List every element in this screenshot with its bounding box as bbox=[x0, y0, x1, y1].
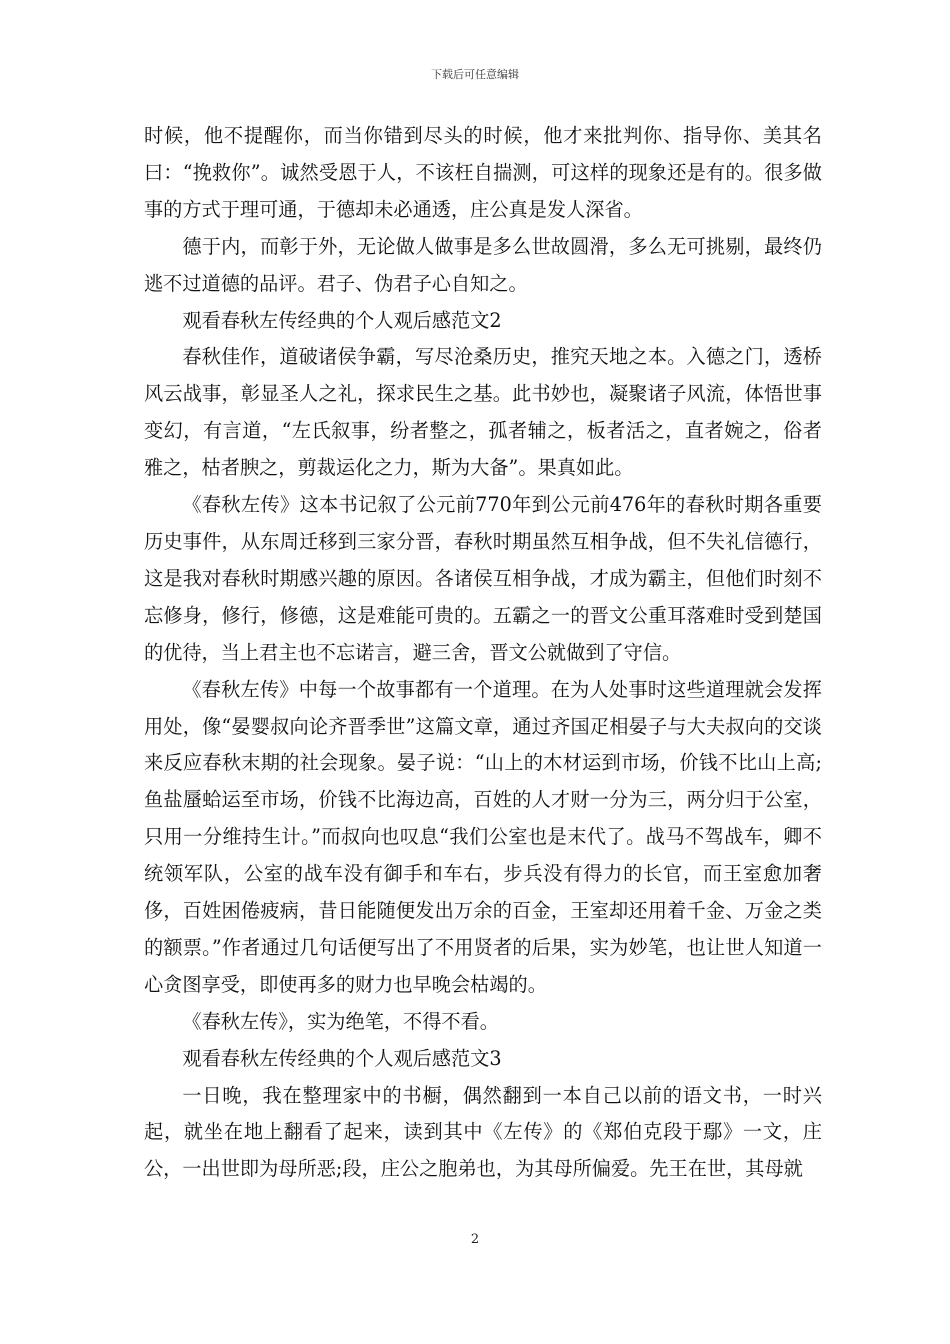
page-header: 下载后可任意编辑 bbox=[431, 68, 519, 81]
paragraph: 一日晚，我在整理家中的书橱，偶然翻到一本自己以前的语文书，一时兴起，就坐在地上翻看了起来，读到其中《左传》的《郑伯克段于鄢》一文，庄公，一出世即为母所恶;段，庄公之胞弟也，为其母所偏爱。先王在世，其母就 bbox=[144, 1083, 822, 1181]
paragraph: 《春秋左传》中每一个故事都有一个道理。在为人处事时这些道理就会发挥用处，像“晏婴叔向论齐晋季世”这篇文章，通过齐国疋相晏子与大夫叔向的交谈来反应春秋末期的社会现象。晏子说：“山上的木材运到市场，价钱不比山上高;鱼盐蜃蛤运至市场，价钱不比海边高，百姓的人才财一分为三，两分归于公室，只用一分维持生计。”而叔向也叹息“我们公室也是末代了。战马不驾战车，卿不统领军队，公室的战车没有御手和车右，步兵没有得力的长官，而王室愈加奢侈，百姓困倦疲病，昔日能随便发出万余的百金，王室却还用着千金、万金之类的额票。”作者通过几句话便写出了不用贤者的后果，实为妙笔，也让世人知道一心贪图享受，即使再多的财力也早晚会枯竭的。 bbox=[144, 677, 822, 996]
section-heading: 观看春秋左传经典的个人观后感范文2 bbox=[182, 308, 502, 332]
paragraph: 《春秋左传》这本书记叙了公元前770年到公元前476年的春秋时期各重要历史事件，从东周迁移到三家分晋，春秋时期虽然互相争战，但不失礼信德行，这是我对春秋时期感兴趣的原因。各诸侯互相争战，才成为霸主，但他们时刻不忘修身，修行，修德，这是难能可贵的。五霸之一的晋文公重耳落难时受到楚国的优待，当上君主也不忘诺言，避三舍，晋文公就做到了守信。 bbox=[144, 493, 822, 664]
document-body bbox=[144, 118, 822, 1188]
paragraph-continued: 时候，他不提醒你，而当你错到尽头的时候，他才来批判你、指导你、美其名曰：“挽救你”。诚然受恩于人，不该枉自揣测，可这样的现象还是有的。很多做事的方式于理可通，于德却未必通透，庄公真是发人深省。 bbox=[144, 124, 822, 221]
section-heading: 观看春秋左传经典的个人观后感范文3 bbox=[182, 1046, 502, 1070]
paragraph: 春秋佳作，道破诸侯争霸，写尽沧桑历史，推究天地之本。入德之门，透桥风云战事，彰显圣人之礼，探求民生之基。此书妙也，凝聚诸子风流，体悟世事变幻，有言道，“左氏叙事，纷者整之，孤者辅之，板者活之，直者婉之，俗者雅之，枯者腴之，剪裁运化之力，斯为大备”。果真如此。 bbox=[144, 345, 822, 480]
paragraph: 德于内，而彰于外，无论做人做事是多么世故圆滑，多么无可挑剔，最终仍逃不过道德的品评。君子、伪君子心自知之。 bbox=[144, 234, 822, 295]
page-number: 2 bbox=[470, 1232, 480, 1247]
paragraph: 《春秋左传》，实为绝笔，不得不看。 bbox=[182, 1009, 499, 1033]
